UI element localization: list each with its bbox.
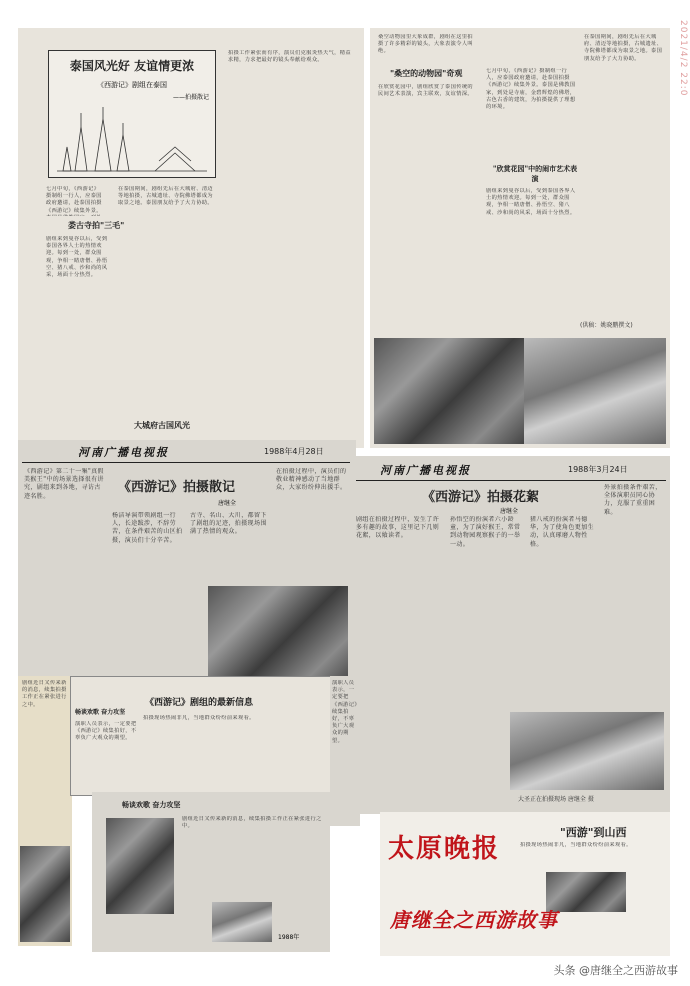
clipping-date-label: 1988年 (278, 934, 300, 941)
magazine-col-7: 七月中旬，《西游记》摄制组一行人，应泰国政府邀请，赴泰国拍摄《西游记》续集外景。泰国是佛教国家，到处是寺庙，金碧辉煌的佛塔，古色古香的建筑，为拍摄提供了理想的环境。 (486, 68, 576, 111)
taiyuan-logo: 太原晚报 (388, 834, 501, 864)
newspaper-right-col-1: 剧组在拍摄过程中，发生了许多有趣的故事，这里记下几则花絮，以飨读者。 (356, 516, 440, 540)
clipping-bottom-headline: 《西游记》剧组的最新信息 (145, 698, 254, 708)
newspaper-right-date: 1988年3月24日 (568, 465, 628, 474)
clipping-bottom-left-text: 剧组近日又传来新的消息，续集拍摄工作正在紧张进行之中。 (22, 680, 67, 708)
bottom-left-photo (20, 846, 70, 942)
newspaper-right-clipping (350, 456, 670, 814)
clipping-bottom-text-2: 拍摄现场热闹非凡，当地群众纷纷前来观看。 (143, 715, 255, 721)
masthead-rule (22, 462, 352, 463)
pagoda-illustration (55, 107, 209, 173)
clipping-photo-page-title: 畅谈欢歌 奋力攻坚 (122, 800, 181, 809)
magazine-clipping (18, 28, 364, 448)
section-head-2: "桑空的动物园"奇观 (390, 68, 463, 78)
newspaper-left-col-3: 古寺、名山、大川，都留下了剧组的足迹，拍摄现场围满了热情的观众。 (190, 512, 267, 536)
magazine-headline: 泰国风光好 友谊情更浓 (69, 59, 195, 73)
newspaper-right-col-3: 猪八戒的扮演者马德华，为了使角色更加生动，认真琢磨人物性格。 (530, 516, 595, 548)
newspaper-left-col-2: 杨洁导演带领剧组一行人，长途跋涉，不辞劳苦，在条件艰苦的山区拍摄，演员们十分辛苦。 (112, 512, 183, 544)
taiyuan-title: "西游"到山西 (560, 826, 627, 839)
clipping-bottom-photo-page (92, 792, 330, 952)
bottom-figure-photo (106, 818, 174, 914)
monkey-king-photo (510, 712, 664, 790)
newspaper-left-date: 1988年4月28日 (264, 447, 324, 456)
section-head-1: 娄古寺拍"三毛" (68, 220, 125, 230)
magazine-signature: (供稿：姚晓鹏撰文) (580, 322, 633, 329)
magazine-col-1: 七月中旬，《西游记》摄制组一行人，应泰国政府邀请，赴泰国拍摄《西游记》续集外景。 (46, 186, 102, 214)
newspaper-right-photo-caption: 大圣正在拍摄现场 唐继全 摄 (518, 796, 594, 803)
magazine-subhead: 《西游记》剧组在泰国 (97, 81, 167, 89)
masthead-rule-right (356, 480, 666, 481)
crowd-photo (524, 338, 666, 444)
magazine-col-4: 拍摄工作紧张而有序，演员们克服炎热天气，精益求精，力求把最好的镜头奉献给观众。 (228, 50, 351, 64)
newspaper-left-clipping (18, 440, 356, 702)
newspaper-right-col-2: 孙悟空的扮演者六小龄童，为了演好猴王，常常到动物园观察猴子的一举一动。 (450, 516, 521, 548)
magazine-col-9: 在泰国期间，剧组先后在大城府、清迈等地拍摄，古城遗址、寺院佛塔都成为取景之地。泰国朋友给予了大力协助。 (584, 34, 663, 62)
elephant-photo (374, 338, 524, 444)
magazine-col-6: 在欣赏花园中，剧组欣赏了泰国传统的民间艺术表演，宾主联欢，友谊情深。 (378, 84, 473, 98)
footer-brand: 头条 @唐继全之西游故事 (553, 964, 678, 977)
magazine-col-3: 在泰国期间，剧组先后在大城府、清迈等地拍摄，古城遗址、寺院佛塔都成为取景之地。泰国朋友给予了大力协助。 (118, 186, 213, 207)
newspaper-right-col-4: 外景拍摄条件艰苦，全体演职员同心协力，克服了重重困难。 (604, 484, 662, 516)
clipping-bottom-left (18, 676, 72, 946)
taiyuan-text: 拍摄现场热闹非凡，当地群众纷纷前来观看。 (520, 842, 632, 848)
newspaper-right-byline: 唐继全 (500, 508, 519, 515)
magazine-col-8: 剧组来到曼谷以后，受到泰国各界人士的热情欢迎。每到一处，群众围观，争相一睹唐僧、孙悟空、猪八戒、沙和尚的风采，场面十分热烈。 (486, 188, 576, 216)
newspaper-right-headline: 《西游记》拍摄花絮 (422, 490, 540, 505)
magazine-right-page (370, 28, 670, 448)
newspaper-left-col-4: 在拍摄过程中，演员们的敬业精神感动了当地群众，大家纷纷伸出援手。 (276, 468, 347, 492)
clipping-bottom-right-strip (330, 676, 360, 826)
headline-box (48, 50, 216, 178)
clipping-bottom-mid (70, 676, 356, 796)
magazine-byline: ——拍摄散记 (172, 94, 209, 101)
magazine-col-5: 桑空动物园里大象成群，剧组在这里拍摄了许多精彩的镜头，大象表演令人叫绝。 (378, 34, 473, 55)
clipping-bottom-side-head: 畅谈欢歌 奋力攻坚 (75, 709, 126, 716)
newspaper-left-byline: 唐继全 (218, 500, 237, 507)
taiyuan-clipping (380, 812, 670, 956)
taiyuan-photo (546, 872, 626, 912)
camera-crew-photo (212, 902, 272, 942)
newspaper-left-col-1: 《西游记》第二十一集"真假美猴王"中的场景选择很有讲究，剧组来到各地，寻访古迹名胜。 (24, 468, 104, 500)
film-crew-photo (208, 586, 348, 686)
handwritten-signature: 唐继全之西游故事 (390, 908, 558, 932)
timestamp-watermark: 2021/4/2 22:0 (678, 20, 688, 97)
section-head-3: 大城府古国风光 (134, 420, 190, 430)
newspaper-left-masthead: 河南广播电视报 (78, 446, 169, 459)
clipping-strip-text: 演职人员表示，一定要把《西游记》续集拍好，不辜负广大观众的期望。 (332, 680, 358, 744)
clipping-photo-page-text: 剧组近日又传来新的消息，续集拍摄工作正在紧张进行之中。 (182, 816, 322, 830)
newspaper-left-headline: 《西游记》拍摄散记 (118, 480, 236, 495)
section-head-4: "欣赏花园"中的闹市艺术表演 (492, 164, 578, 183)
magazine-col-2: 剧组来到曼谷以后，受到泰国各界人士的热情欢迎。每到一处，群众围观，争相一睹唐僧、孙悟空、猪八戒、沙和尚的风采，场面十分热烈。 (46, 236, 108, 279)
newspaper-right-masthead: 河南广播电视报 (380, 464, 471, 477)
clipping-bottom-text-1: 演职人员表示，一定要把《西游记》续集拍好，不辜负广大观众的期望。 (75, 721, 137, 742)
